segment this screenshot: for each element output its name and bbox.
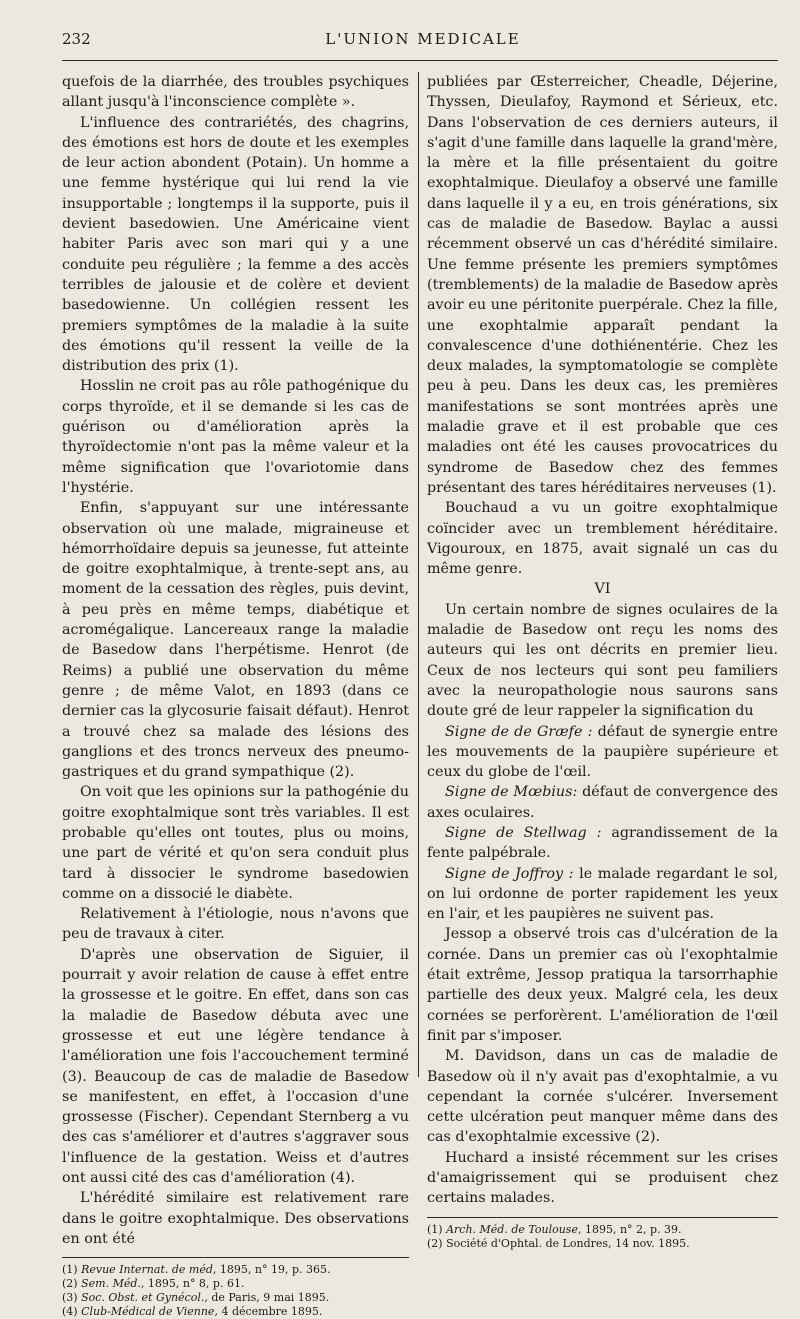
paragraph: M. Davidson, dans un cas de maladie de Basedow où il n'y avait pas d'exophtalmie, a vu cependant la cornée s'ulcérer. Inversement cette ulcération peut manquer même dans des cas d'exophtalmie excessive (2).	[427, 1048, 778, 1146]
paragraph: Un certain nombre de signes oculaires de la maladie de Basedow ont reçu les noms des auteurs qui les ont décrits en premier lieu. Ceux de nos lecteurs qui sont peu familiers avec la neuropathologie nous saurons sans doute gré de leur rappeler la signification du	[427, 601, 778, 720]
right-column	[427, 72, 778, 1251]
sign-name: Signe de Mœbius:	[445, 784, 578, 801]
paragraph: publiées par Œsterreicher, Cheadle, Déjerine, Thyssen, Dieulafoy, Raymond et Sérieux, etc. Dans l'observation de ces derniers auteurs, il s'agit d'une famille dans laquelle la grand'mère, la mère et la fille présentaient du goitre exophtalmique. Dieulafoy a observé une famille dans laquelle il y a eu, en trois générations, six cas de maladie de Basedow. Baylac a aussi récemment observé un cas d'hérédité similaire. Une femme présente les premiers symptômes (tremblements) de la maladie de Basedow après avoir eu une péritonite puerpérale. Chez la fille, une exophtalmie apparaît pendant la convalescence d'une dothiénentérie. Chez les deux malades, la symptomatologie se complète peu à peu. Dans les deux cas, les premières manifestations se sont montrées après une maladie grave et il est probable que ces maladies ont été les causes provocatrices du syndrome de Basedow chez des femmes présentant des tares héréditaires nerveuses (1).	[427, 74, 778, 496]
paragraph: Jessop a observé trois cas d'ulcération de la cornée. Dans un premier cas où l'exophtalmie était extrême, Jessop pratiqua la tarsorrhaphie partielle des deux yeux. Malgré cela, les deux cornées se perforèrent. L'amélioration de l'œil finit par s'imposer.	[427, 926, 778, 1044]
paragraph: L'influence des contrariétés, des chagrins, des émotions est hors de doute et les exemples de leur action abondent (Potain). Un homme a une femme hystérique qui lui rend la vie insupportable ; longtemps il la supporte, puis il devient basedowien. Une Américaine vient habiter Paris avec son mari qui y a une conduite peu régulière ; la femme a des accès terribles de jalousie et de colère et devient basedowienne. Un collégien ressent les premiers symptômes de la maladie à la suite des émotions qu'il ressent la veille de la distribution des prix (1).	[62, 114, 409, 375]
sign-name: Signe de Stellwag :	[445, 824, 602, 841]
paragraph: On voit que les opinions sur la pathogénie du goitre exophtalmique sont très variables. Il est probable qu'elles ont toutes, plus ou moins, une part de vérité et qu'on sera conduit plus tard à dissocier le syndrome basedowien comme on a dissocié le diabète.	[62, 784, 409, 902]
footnote: (1) Revue Internat. de méd, 1895, n° 19, p. 365.	[62, 1263, 331, 1277]
column-divider	[418, 72, 419, 1077]
section-number: VI	[594, 581, 611, 598]
footnote-rule	[62, 1257, 409, 1258]
footnote: (2) Sem. Méd., 1895, n° 8, p. 61.	[62, 1277, 245, 1291]
paragraph: D'après une observation de Siguier, il pourrait y avoir relation de cause à effet entre la grossesse et le goitre. En effet, dans son cas la maladie de Basedow débuta avec une grossesse et eut une légère tendance à l'amélioration une fois l'accouchement terminé (3). Beaucoup de cas de maladie de Basedow se manifestent, en effet, à l'occasion d'une grossesse (Fischer). Cependant Sternberg a vu des cas s'améliorer et d'autres s'aggraver sous l'influence de la gestation. Weiss et d'autres ont aussi cité des cas d'amélioration (4).	[62, 946, 409, 1187]
page-header	[62, 30, 784, 58]
paragraph: Huchard a insisté récemment sur les crises d'amaigrissement qui se produisent chez certains malades.	[427, 1149, 778, 1207]
journal-title: L'UNION MEDICALE	[325, 30, 521, 48]
paragraph: Enfin, s'appuyant sur une intéressante observation où une malade, migraineuse et hémorrhoïdaire depuis sa jeunesse, fut atteinte de goitre exophtalmique, à trente-sept ans, au moment de la cessation des règles, puis devint, à peu près en même temps, diabétique et acromégalique. Lancereaux range la maladie de Basedow dans l'herpétisme. Henrot (de Reims) a publié une observation du même genre ; de même Valot, en 1893 (dans ce dernier cas la glycosurie faisait défaut). Henrot a trouvé chez sa malade des lésions des ganglions et des troncs nerveux des pneumo-gastriques et du grand sympathique (2).	[62, 500, 409, 781]
paragraph: quefois de la diarrhée, des troubles psychiques allant jusqu'à l'inconscience complète ».	[62, 74, 409, 111]
footnote-rule	[427, 1217, 778, 1218]
left-column	[62, 72, 409, 1319]
page-number: 232	[62, 30, 91, 48]
footnote: (3) Soc. Obst. et Gynécol., de Paris, 9 mai 1895.	[62, 1291, 330, 1305]
header-rule	[62, 60, 778, 61]
sign-definition: Signe de de Græfe : défaut de synergie entre les mouvements de la paupière supérieure et ceux du globe de l'œil.	[427, 723, 778, 781]
paragraph: Bouchaud a vu un goitre exophtalmique coïncider avec un tremblement héréditaire. Vigouroux, en 1875, avait signalé un cas du même genre.	[427, 500, 778, 578]
footnotes	[62, 1263, 409, 1319]
footnote: (1) Arch. Méd. de Toulouse, 1895, n° 2, p. 39.	[427, 1222, 682, 1236]
paragraph: L'hérédité similaire est relativement rare dans le goitre exophtalmique. Des observations en ont été	[62, 1190, 409, 1247]
sign-name: Signe de Joffroy :	[445, 865, 574, 882]
sign-definition: Signe de Stellwag : agrandissement de la fente palpébrale.	[427, 824, 779, 862]
footnote: (4) Club-Médical de Vienne, 4 décembre 1895.	[62, 1305, 323, 1319]
footnote: (2) Société d'Ophtal. de Londres, 14 nov. 1895.	[427, 1236, 690, 1250]
footnotes	[427, 1223, 778, 1251]
sign-name: Signe de de Græfe :	[445, 723, 593, 740]
paragraph: Relativement à l'étiologie, nous n'avons que peu de travaux à citer.	[62, 906, 409, 943]
sign-definition: Signe de Joffroy : le malade regardant le sol, on lui ordonne de porter rapidement les yeux en l'air, et les paupières ne suivent pas.	[427, 865, 778, 923]
paragraph: Hosslin ne croit pas au rôle pathogénique du corps thyroïde, et il se demande si les cas de guérison ou d'amélioration après la thyroïdectomie n'ont pas la même valeur et la même signification que l'ovariotomie dans l'hystérie.	[62, 378, 409, 496]
sign-definition: Signe de Mœbius: défaut de convergence des axes oculaires.	[427, 784, 778, 821]
